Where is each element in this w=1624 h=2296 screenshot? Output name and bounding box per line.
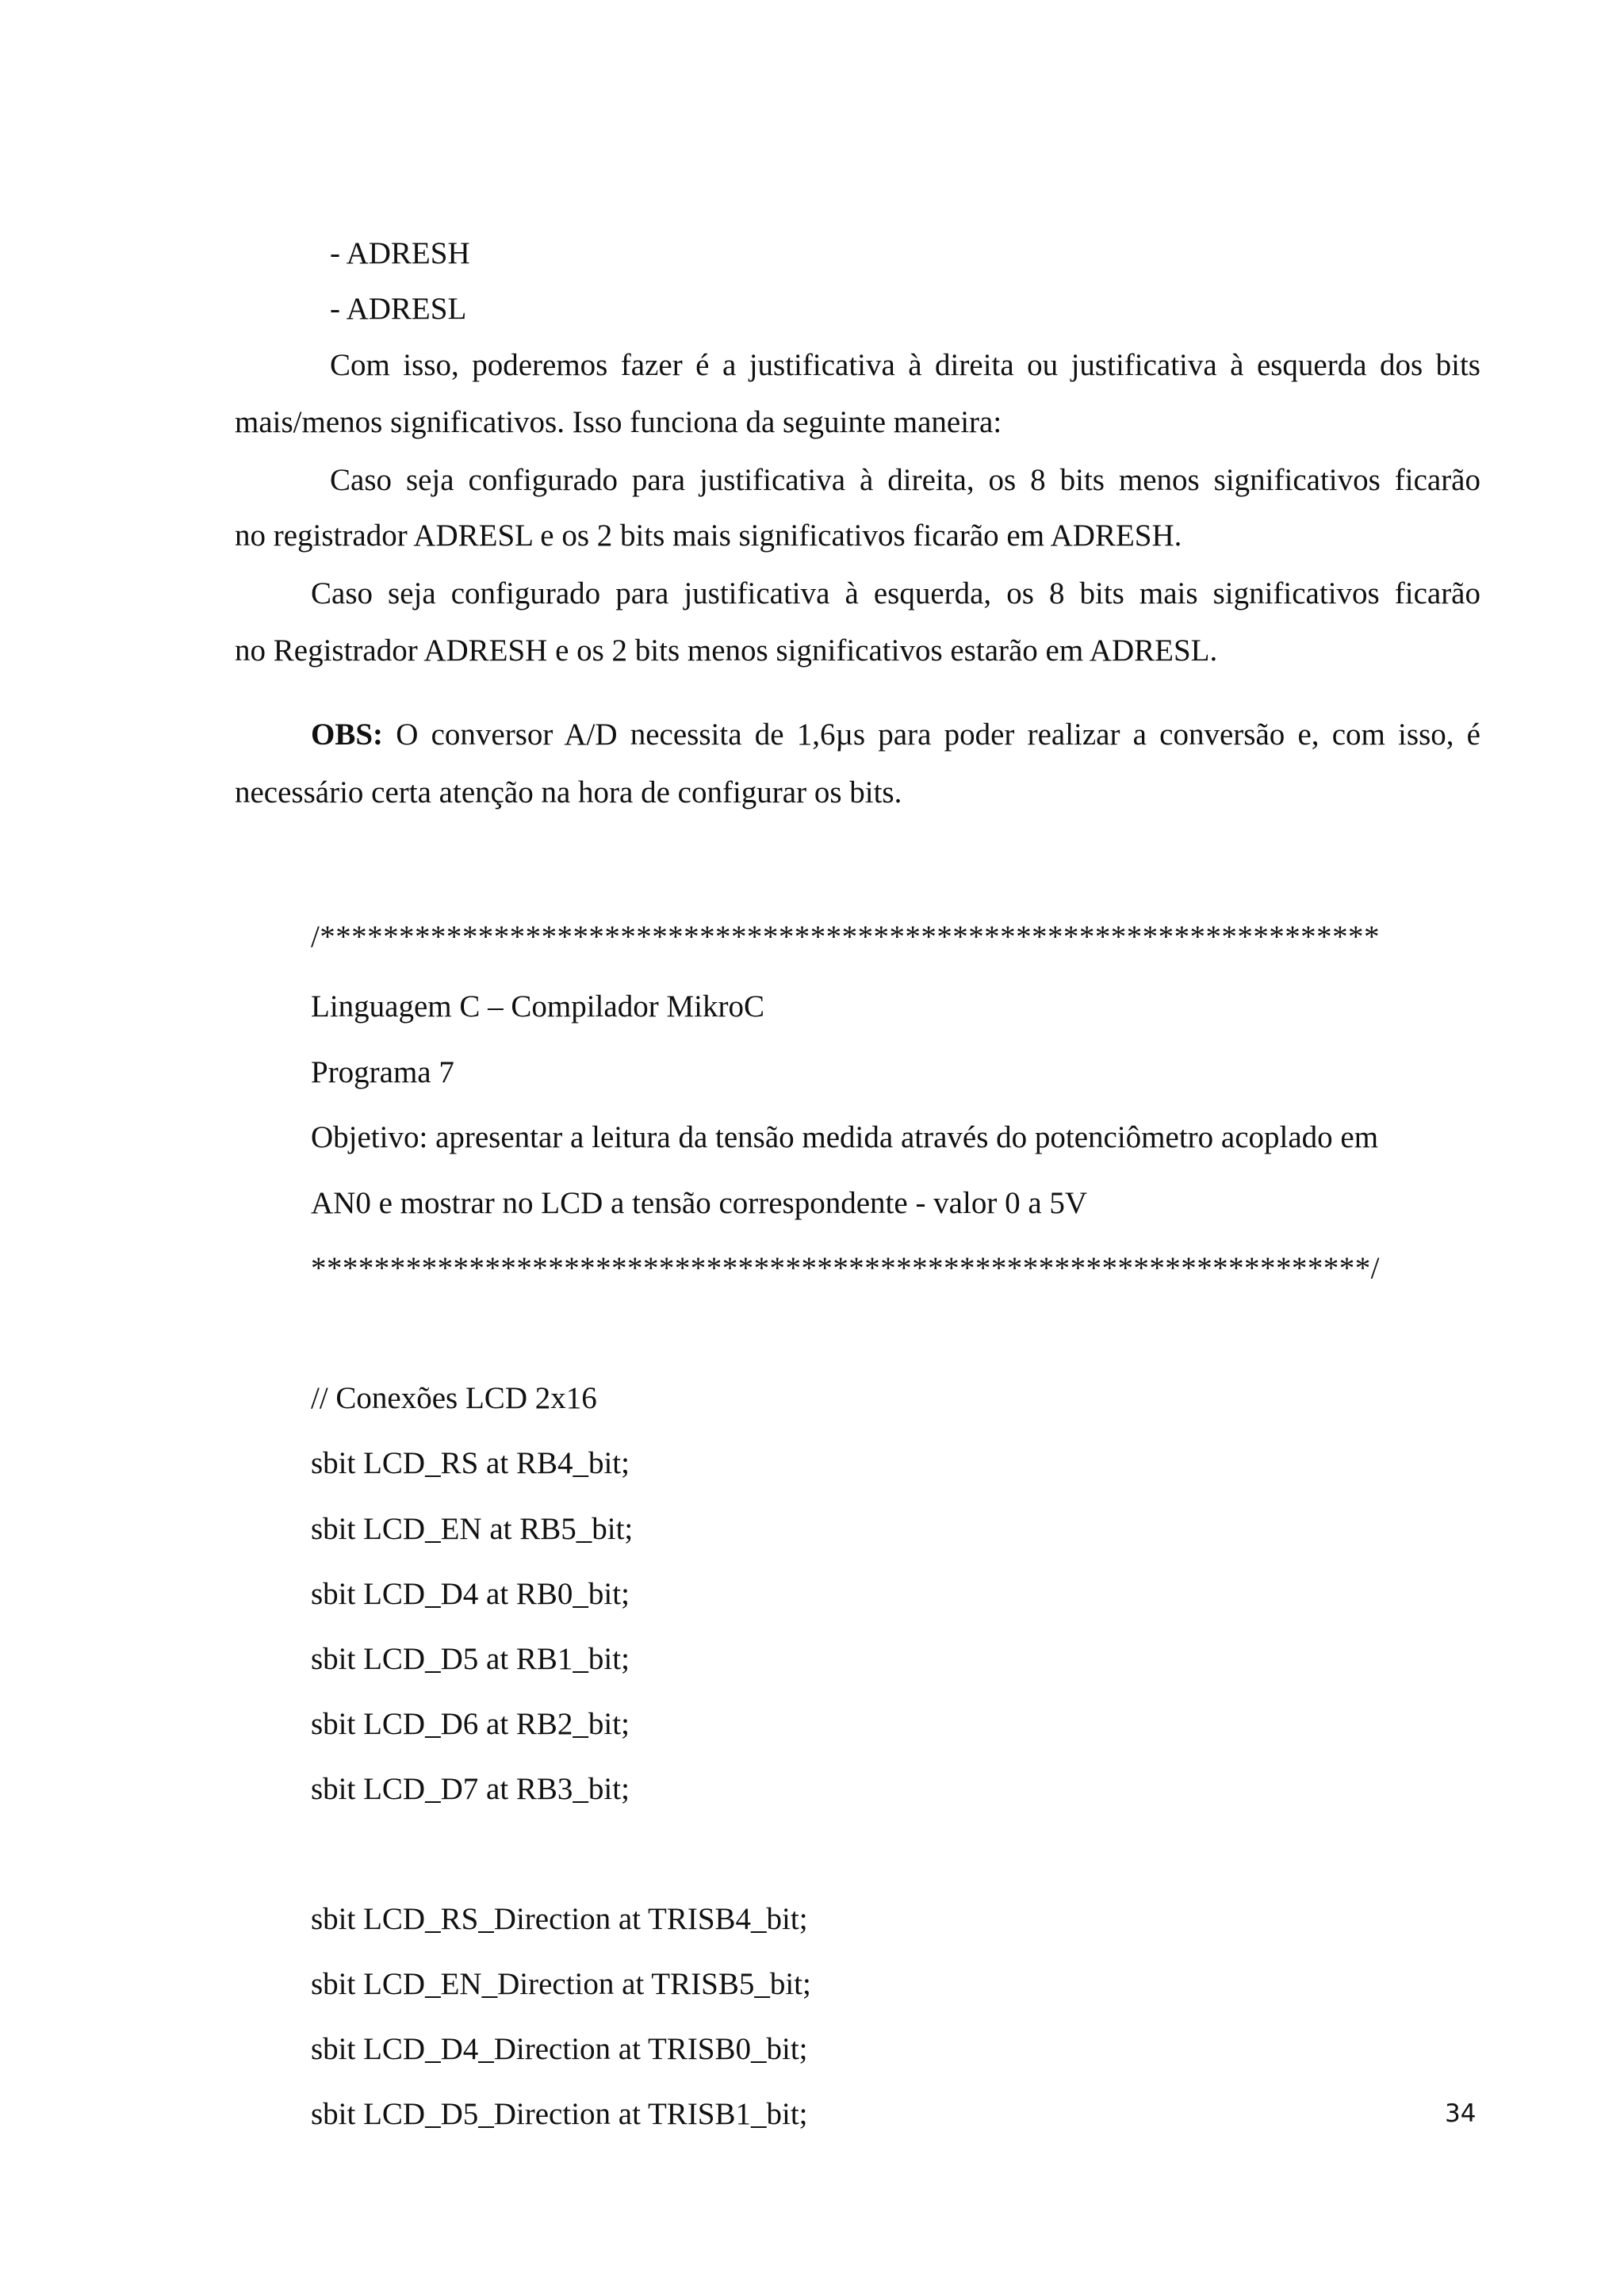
code-line-pin: sbit LCD_D4 at RB0_bit;	[311, 1577, 630, 1611]
note-text: O conversor A/D necessita de 1,6µs para poder realizar a conversão e, com isso, é	[383, 718, 1480, 752]
code-line-direction: sbit LCD_EN_Direction at TRISB5_bit;	[311, 1967, 811, 2001]
code-line-pin: sbit LCD_EN at RB5_bit;	[311, 1512, 634, 1546]
code-line-pin: sbit LCD_RS at RB4_bit;	[311, 1446, 630, 1480]
code-line-pin: sbit LCD_D6 at RB2_bit;	[311, 1707, 630, 1741]
code-line-pin: sbit LCD_D7 at RB3_bit;	[311, 1772, 630, 1806]
paragraph-2-line-1: Caso seja configurado para justificativa à direita, os 8 bits menos significativos ficarão	[330, 463, 1480, 497]
code-program: Programa 7	[311, 1055, 454, 1089]
code-title: Linguagem C – Compilador MikroC	[311, 989, 764, 1024]
code-comment-close: *******************************************************************/	[311, 1251, 1380, 1285]
paragraph-1-line-1: Com isso, poderemos fazer é a justificativa à direita ou justificativa à esquerda dos bits	[330, 348, 1480, 382]
code-lcd-comment: // Conexões LCD 2x16	[311, 1381, 597, 1415]
code-comment-open: /*******************************************************************	[311, 920, 1380, 954]
paragraph-3-line-2: no Registrador ADRESH e os 2 bits menos significativos estarão em ADRESL.	[235, 633, 1218, 668]
code-objective-line-2: AN0 e mostrar no LCD a tensão correspondente - valor 0 a 5V	[311, 1186, 1088, 1220]
code-line-pin: sbit LCD_D5 at RB1_bit;	[311, 1642, 630, 1676]
code-line-direction: sbit LCD_D5_Direction at TRISB1_bit;	[311, 2097, 808, 2131]
paragraph-1-line-2: mais/menos significativos. Isso funciona da seguinte maneira:	[235, 405, 1002, 439]
page-number: 34	[1445, 2099, 1477, 2128]
list-item-adresh: - ADRESH	[330, 236, 470, 270]
paragraph-2-line-2: no registrador ADRESL e os 2 bits mais significativos ficarão em ADRESH.	[235, 519, 1182, 553]
code-line-direction: sbit LCD_D4_Direction at TRISB0_bit;	[311, 2032, 808, 2066]
note-line-2: necessário certa atenção na hora de configurar os bits.	[235, 775, 902, 809]
code-line-direction: sbit LCD_RS_Direction at TRISB4_bit;	[311, 1902, 808, 1936]
note-label: OBS:	[311, 718, 384, 752]
note-line-1	[311, 716, 1480, 754]
list-item-adresl: - ADRESL	[330, 292, 467, 326]
code-objective-line-1: Objetivo: apresentar a leitura da tensão medida através do potenciômetro acoplado em	[311, 1120, 1379, 1154]
paragraph-3-line-1: Caso seja configurado para justificativa à esquerda, os 8 bits mais significativos ficarão	[311, 576, 1480, 610]
